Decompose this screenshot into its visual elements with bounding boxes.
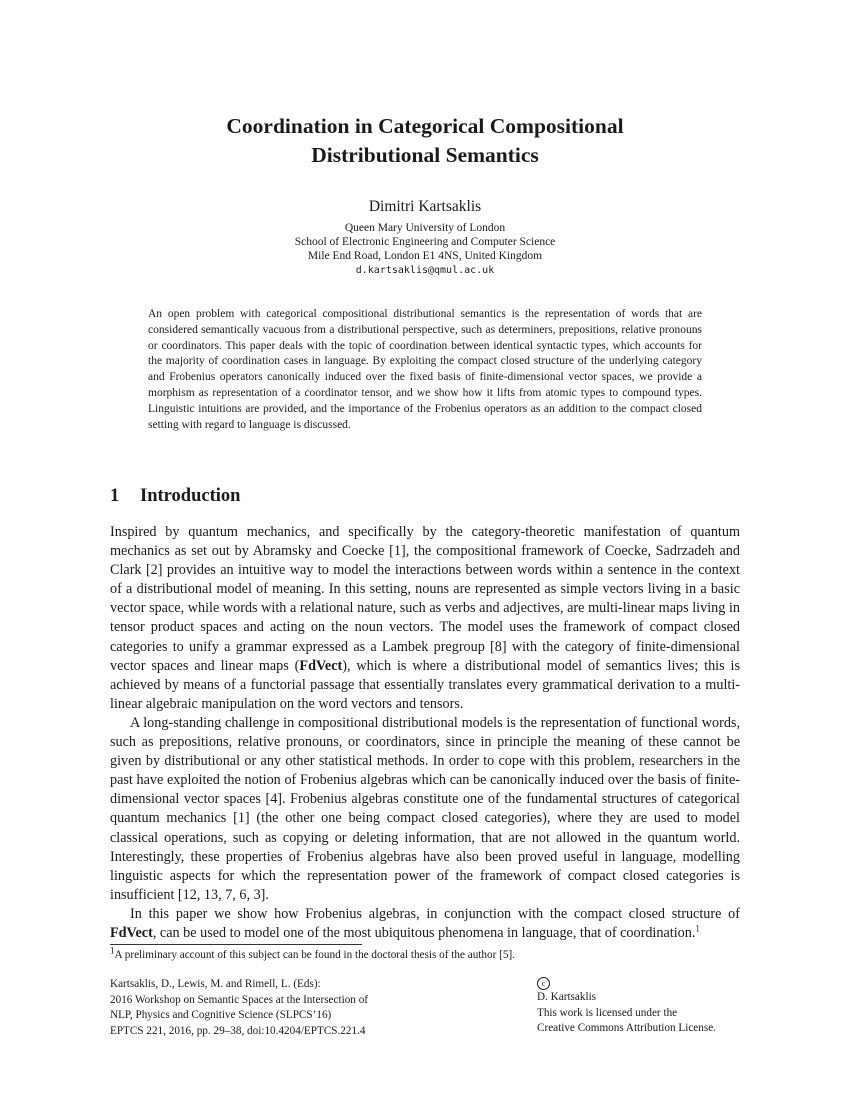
- affiliation-line: School of Electronic Engineering and Computer Science: [294, 236, 556, 248]
- paragraph: A long-standing challenge in compositional distributional models is the representation of functional words, such as prepositions, relative pronouns, or coordinators, since in principle the meaning of these cannot be given by distributional or any other statistical methods. In order to cope with this problem, researchers in the past have exploited the notion of Frobenius algebras which can be canonically induced over the basis of finite-dimensional vector spaces [4]. Frobenius algebras constitute one of the fundamental structures of categorical quantum mechanics [1] (the other one being compact closed categories), where they are used to model classical operations, such as copying or deleting information, that are not allowed in the quantum world. Interestingly, these properties of Frobenius algebras have also been proved useful in language, modelling linguistic aspects for which the representation power of the framework of compact closed categories is insufficient [12, 13, 7, 6, 3].: [110, 714, 740, 903]
- title-line-1: Coordination in Categorical Compositional: [226, 114, 624, 138]
- body-text: [110, 523, 740, 943]
- author-name: Dimitri Kartsaklis: [368, 198, 482, 215]
- citation-line: Kartsaklis, D., Lewis, M. and Rimell, L. (Eds):: [110, 978, 321, 990]
- paragraph-text: In this paper we show how Frobenius algebras, in conjunction with the compact closed structure of: [130, 905, 740, 922]
- copyright-icon: c: [537, 977, 550, 990]
- footnote-divider: [110, 944, 362, 945]
- affiliation-line: Mile End Road, London E1 4NS, United Kingdom: [307, 250, 543, 262]
- section-number: 1: [110, 486, 120, 506]
- section-title: Introduction: [140, 486, 241, 506]
- citation-line: EPTCS 221, 2016, pp. 29–38, doi:10.4204/EPTCS.221.4: [110, 1024, 366, 1037]
- paragraph-text: ), which is where a distributional model of semantics lives; this is achieved by means of a functorial passage that essentially translates every grammatical derivation to a multi-linear algebraic manipulation on the word vectors and tensors.: [110, 657, 741, 712]
- citation-line: NLP, Physics and Cognitive Science (SLPCS’16): [110, 1009, 332, 1021]
- author-email: d.kartsaklis@qmul.ac.uk: [355, 265, 495, 276]
- paragraph-text: , can be used to model one of the most ubiquitous phenomena in language, that of coordination.: [152, 924, 696, 941]
- affiliation-line: Queen Mary University of London: [344, 222, 506, 234]
- fdvect-term: FdVect: [110, 924, 153, 941]
- title-line-2: Distributional Semantics: [311, 143, 539, 167]
- paragraph: [110, 523, 740, 714]
- license-link[interactable]: Creative Commons Attribution License.: [537, 1022, 716, 1034]
- footnote: [110, 945, 740, 962]
- license-notice: [537, 977, 757, 1037]
- section-heading: [110, 486, 240, 507]
- footnote-marker[interactable]: 1: [695, 923, 700, 934]
- copyright-holder: D. Kartsaklis: [537, 991, 597, 1003]
- footnote-text: A preliminary account of this subject can be found in the doctoral thesis of the author [5].: [114, 949, 515, 961]
- paragraph-text: Inspired by quantum mechanics, and specifically by the category-theoretic manifestation of quantum mechanics as set out by Abramsky and Coecke [1], the compositional framework of Coecke, Sadrzadeh and Clark [2] provides an intuitive way to model the interactions between words within a sentence in the context of a distributional model of meaning. In this setting, nouns are represented as simple vectors living in a basic vector space, while words with a relational nature, such as verbs and adjectives, are multi-linear maps living in tensor product spaces and acting on the noun vectors. The model uses the framework of compact closed categories to unify a grammar expressed as a Lambek pregroup [8] with the category of finite-dimensional vector spaces and linear maps (: [110, 524, 740, 674]
- fdvect-term: FdVect: [299, 657, 343, 674]
- footnote-number: 1: [110, 945, 115, 956]
- citation-line: 2016 Workshop on Semantic Spaces at the Intersection of: [110, 993, 369, 1006]
- paragraph: [110, 905, 740, 943]
- copyright-line: [537, 977, 757, 1006]
- paper-title: [110, 112, 740, 170]
- license-line: This work is licensed under the: [537, 1006, 678, 1019]
- publication-citation: [110, 977, 440, 1039]
- author-affiliation: [110, 221, 740, 263]
- abstract: An open problem with categorical compositional distributional semantics is the representation of words that are considered semantically vacuous from a distributional perspective, such as determiners, prepositions, relative pronouns or coordinators. This paper deals with the topic of coordination between identical syntactic types, which accounts for the majority of coordination cases in language. By exploiting the compact closed structure of the underlying category and Frobenius operators canonically induced over the fixed basis of finite-dimensional vector spaces, we provide a morphism as representation of a coordinator tensor, and we show how it lifts from atomic types to compound types. Linguistic intuitions are provided, and the importance of the Frobenius operators as an addition to the compact closed setting with regard to language is discussed.: [148, 308, 702, 431]
